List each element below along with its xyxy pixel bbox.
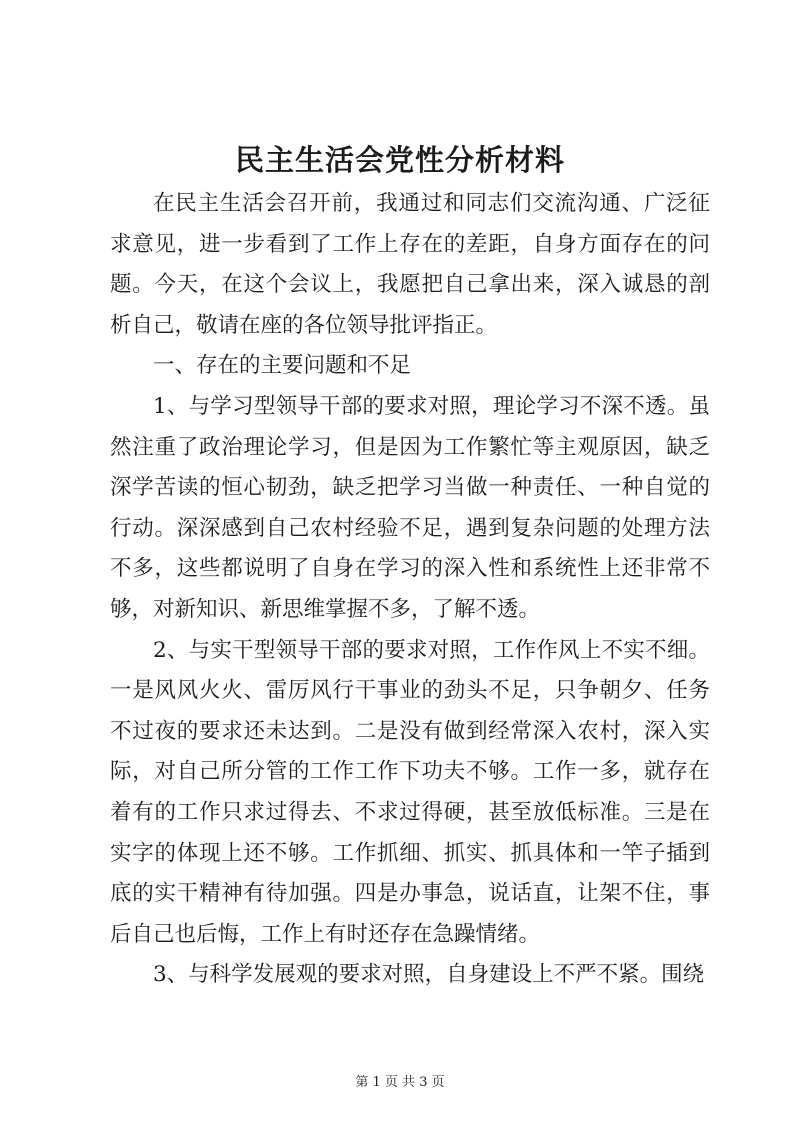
document-title: 民主生活会党性分析材料 — [234, 143, 565, 177]
paragraph-item-3: 3、与科学发展观的要求对照，自身建设上不严不紧。围绕 — [153, 962, 705, 988]
paragraph-item-1: 1、与学习型领导干部的要求对照，理论学习不深不透。虽然注重了政治理论学习，但是因为工作繁忙等主观原因，缺乏深学苦读的恒心韧劲，缺乏把学习当做一种责任、一种自觉的行动。深深感到自己农村经验不足，遇到复杂问题的处理方法不多，这些都说明了自身在学习的深入性和系统性上还非常不够，对新知识、新思维掌握不多，了解不透。 — [110, 393, 710, 622]
section-heading-problems: 一、存在的主要问题和不足 — [153, 353, 412, 379]
paragraph-intro: 在民主生活会召开前，我通过和同志们交流沟通、广泛征求意见，进一步看到了工作上存在的差距，自身方面存在的问题。今天，在这个会议上，我愿把自己拿出来，深入诚恳的剖析自己，敬请在座的各位领导批评指正。 — [110, 191, 710, 338]
document-body — [110, 184, 710, 996]
paragraph-item-2: 2、与实干型领导干部的要求对照，工作作风上不实不细。一是风风火火、雷厉风行干事业的劲头不足，只争朝夕、任务不过夜的要求还未达到。二是没有做到经常深入农村，深入实际，对自己所分管的工作工作下功夫不够。工作一多，就存在着有的工作只求过得去、不求过得硬，甚至放低标准。三是在实字的体现上还不够。工作抓细、抓实、抓具体和一竿子插到底的实干精神有待加强。四是办事急，说话直，让架不住，事后自己也后悔，工作上有时还存在急躁情绪。 — [110, 637, 710, 947]
page-footer: 第 1 页 共 3 页 — [355, 1075, 445, 1090]
